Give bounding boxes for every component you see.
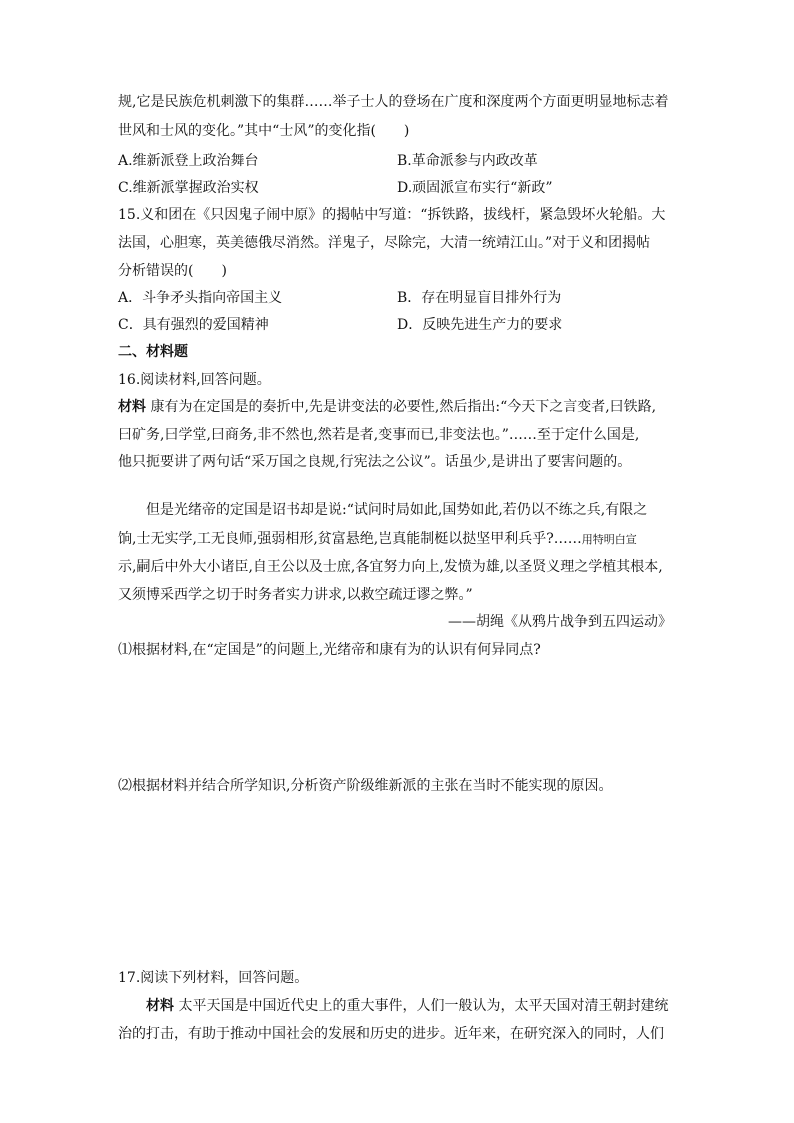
- q15-option-c: C．具有强烈的爱国精神: [118, 317, 269, 333]
- q15-option-a: A．斗争矛头指向帝国主义: [118, 290, 283, 306]
- q16-material-line-6: 示,嗣后中外大小诸臣,自王公以及士庶,各宜努力向上,发愤为雄,以圣贤义理之学植其根本,: [118, 559, 663, 575]
- q14-stem-line-2: 世风和士风的变化。”其中“士风”的变化指( ): [118, 123, 410, 139]
- q16-subquestion-2: ⑵根据材料并结合所学知识,分析资产阶级维新派的主张在当时不能实现的原因。: [118, 778, 613, 794]
- section-heading: 二、材料题: [118, 344, 188, 360]
- q16-material-line-3: 他只扼要讲了两句话“采万国之良规,行宪法之公议”。话虽少,是讲出了要害问题的。: [118, 454, 632, 470]
- q16-material-line-1: [118, 397, 656, 417]
- q17-material-text-1: 太平天国是中国近代史上的重大事件，人们一般认为，太平天国对清王朝封建统: [178, 998, 669, 1014]
- q14-stem-line-1: 规,它是民族危机刺激下的集群……举子士人的登场在广度和深度两个方面更明显地标志着: [118, 94, 669, 110]
- q16-material-line-4: 但是光绪帝的定国是诏书却是说:“试问时局如此,国势如此,若仍以不练之兵,有限之: [146, 502, 648, 518]
- q16-source: ——胡绳《从鸦片战争到五四运动》: [448, 614, 672, 630]
- q16-material-line-5: [118, 529, 637, 550]
- q16-intro: 16.阅读材料,回答问题。: [118, 372, 271, 388]
- q14-option-b: B.革命派参与内政改革: [397, 153, 538, 169]
- q15-stem-line-1: 15.义和团在《只因鬼子闹中原》的揭帖中写道：“拆铁路，拔线杆，紧急毁坏火轮船。大: [118, 207, 666, 223]
- q14-option-d: D.顽固派宣布实行“新政”: [397, 180, 553, 196]
- q16-material-text-5b: 用特明白宣: [581, 533, 637, 546]
- q17-material-line-2: 治的打击，有助于推动中国社会的发展和历史的进步。近年来，在研究深入的同时，人们: [118, 1026, 664, 1042]
- q14-option-a: A.维新派登上政治舞台: [118, 153, 259, 169]
- q15-stem-line-2: 法国，心胆寒，英美德俄尽消然。洋鬼子，尽除完，大清一统靖江山。”对于义和团揭帖: [118, 235, 651, 251]
- q16-subquestion-1: ⑴根据材料,在“定国是”的问题上,光绪帝和康有为的认识有何异同点?: [118, 642, 541, 658]
- q16-material-line-2: 曰矿务,曰学堂,曰商务,非不然也,然若是者,变事而已,非变法也。”……至于定什么国是,: [118, 427, 640, 443]
- q15-option-d: D．反映先进生产力的要求: [397, 317, 563, 333]
- q17-intro: 17.阅读下列材料，回答问题。: [118, 970, 309, 986]
- q16-material-text-1: 康有为在定国是的奏折中,先是讲变法的必要性,然后指出:“今天下之言变者,曰铁路,: [150, 399, 657, 415]
- q15-option-b: B．存在明显盲目排外行为: [397, 290, 562, 306]
- q15-stem-line-3: 分析错误的( ): [118, 263, 227, 279]
- q16-material-line-7: 又须博采西学之切于时务者实力讲求,以救空疏迂谬之弊。”: [118, 587, 473, 603]
- q14-option-c: C.维新派掌握政治实权: [118, 180, 259, 196]
- q17-material-label: 材料: [146, 998, 174, 1014]
- q16-material-label: 材料: [118, 399, 146, 415]
- q16-material-text-5a: 饷,士无实学,工无良师,强弱相形,贫富悬绝,岂真能制梃以挞坚甲利兵乎?……: [118, 531, 582, 547]
- q17-material-line-1: [146, 996, 668, 1016]
